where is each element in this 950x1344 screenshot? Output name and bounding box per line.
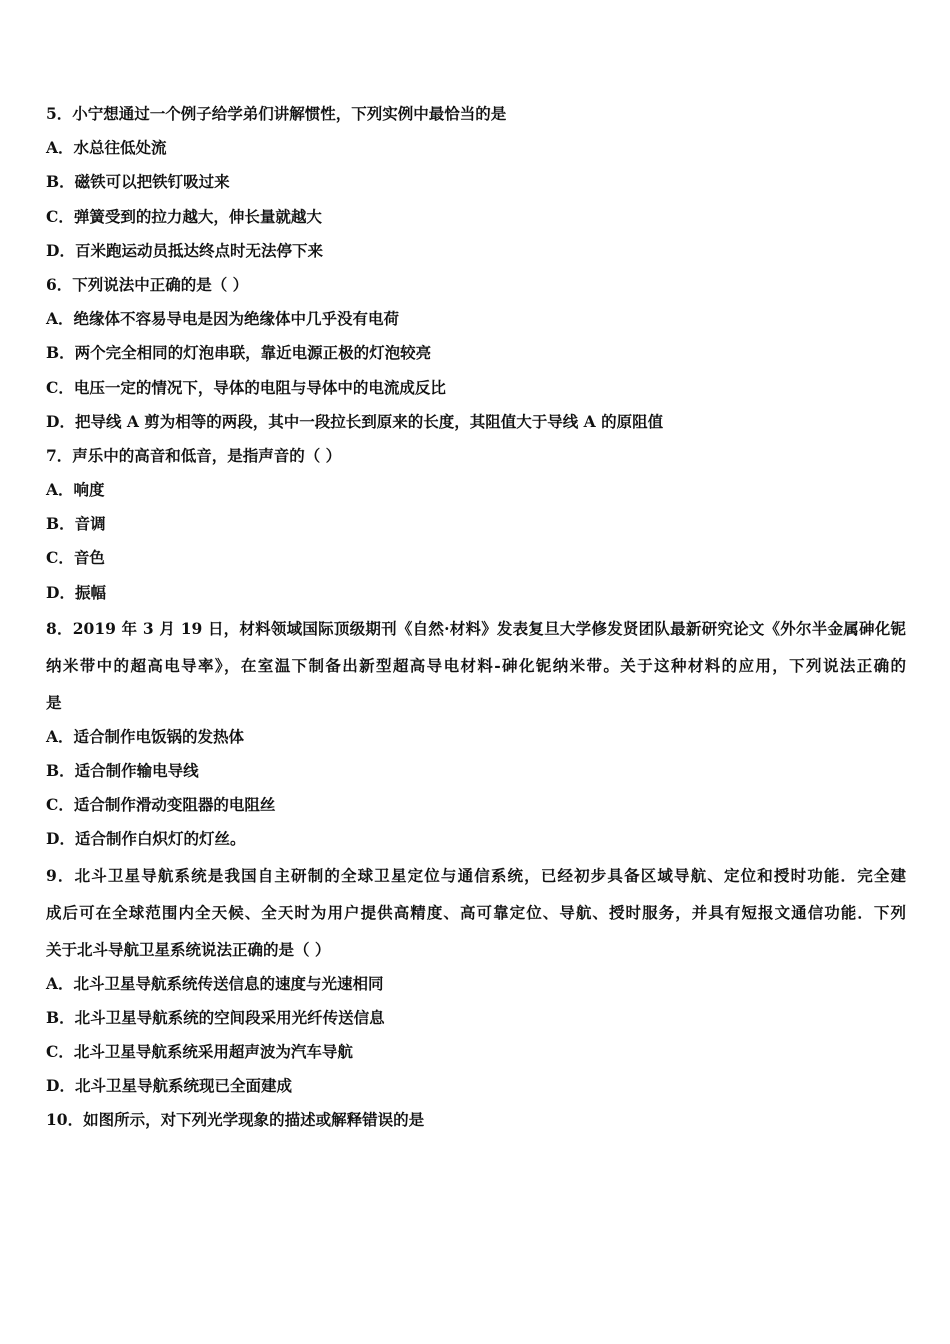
question-10 (46, 1103, 906, 1137)
question-5 (46, 97, 906, 268)
question-8-stem-line-1: 8．2019 年 3 月 19 日，材料领域国际顶级期刊《自然·材料》发表复旦大学修发贤团队最新研究论文《外尔半金属砷化铌 (46, 618, 906, 638)
question-8-option-b: B．适合制作输电导线 (46, 761, 199, 780)
question-8-stem-line-2: 纳米带中的超高电导率》，在室温下制备出新型超高导电材料-砷化铌纳米带。关于这种材料的应用，下列说法正确的 (46, 656, 906, 676)
question-8 (46, 610, 906, 857)
question-10-stem: 10．如图所示，对下列光学现象的描述或解释错误的是 (46, 1110, 425, 1130)
question-7-option-c: C．音色 (46, 548, 105, 568)
question-list (46, 97, 906, 1138)
question-7-option-d: D．振幅 (46, 582, 106, 602)
question-9-option-c: C．北斗卫星导航系统采用超声波为汽车导航 (46, 1041, 353, 1061)
question-9 (46, 857, 906, 1104)
question-6-option-c: C．电压一定的情况下，导体的电阻与导体中的电流成反比 (46, 377, 446, 397)
question-9-option-d: D．北斗卫星导航系统现已全面建成 (46, 1076, 292, 1096)
question-8-option-a: A．适合制作电饭锅的发热体 (46, 726, 245, 746)
question-9-option-b: B．北斗卫星导航系统的空间段采用光纤传送信息 (46, 1007, 385, 1027)
question-6 (46, 268, 906, 439)
question-6-option-d: D．把导线 A 剪为相等的两段，其中一段拉长到原来的长度，其阻值大于导线 A 的原阻值 (46, 411, 664, 431)
question-7 (46, 439, 906, 610)
question-9-stem-line-2: 成后可在全球范围内全天候、全天时为用户提供高精度、高可靠定位、导航、授时服务，并具有短报文通信功能．下列 (46, 903, 906, 923)
question-8-option-c: C．适合制作滑动变阻器的电阻丝 (46, 795, 276, 815)
question-9-stem-line-1: 9．北斗卫星导航系统是我国自主研制的全球卫星定位与通信系统，已经初步具备区域导航、定位和授时功能．完全建 (46, 865, 906, 885)
question-6-option-a: A．绝缘体不容易导电是因为绝缘体中几乎没有电荷 (46, 309, 400, 329)
question-5-option-a: A．水总往低处流 (46, 138, 167, 158)
question-8-stem-line-3: 是 (46, 692, 62, 712)
question-6-option-b: B．两个完全相同的灯泡串联，靠近电源正极的灯泡较亮 (46, 343, 432, 363)
question-6-stem: 6．下列说法中正确的是（ ） (46, 274, 249, 294)
question-5-stem: 5．小宁想通过一个例子给学弟们讲解惯性，下列实例中最恰当的是 (46, 104, 507, 123)
question-7-option-a: A．响度 (46, 480, 105, 500)
question-9-option-a: A．北斗卫星导航系统传送信息的速度与光速相同 (46, 973, 384, 993)
question-7-option-b: B．音调 (46, 514, 106, 534)
question-5-option-d: D．百米跑运动员抵达终点时无法停下来 (46, 240, 323, 260)
question-5-option-b: B．磁铁可以把铁钉吸过来 (46, 172, 230, 192)
question-5-option-c: C．弹簧受到的拉力越大，伸长量就越大 (46, 206, 322, 226)
question-9-stem-line-3: 关于北斗导航卫星系统说法正确的是（ ） (46, 939, 331, 959)
question-8-option-d: D．适合制作白炽灯的灯丝。 (46, 829, 246, 849)
question-7-stem: 7．声乐中的高音和低音，是指声音的（ ） (46, 445, 342, 465)
